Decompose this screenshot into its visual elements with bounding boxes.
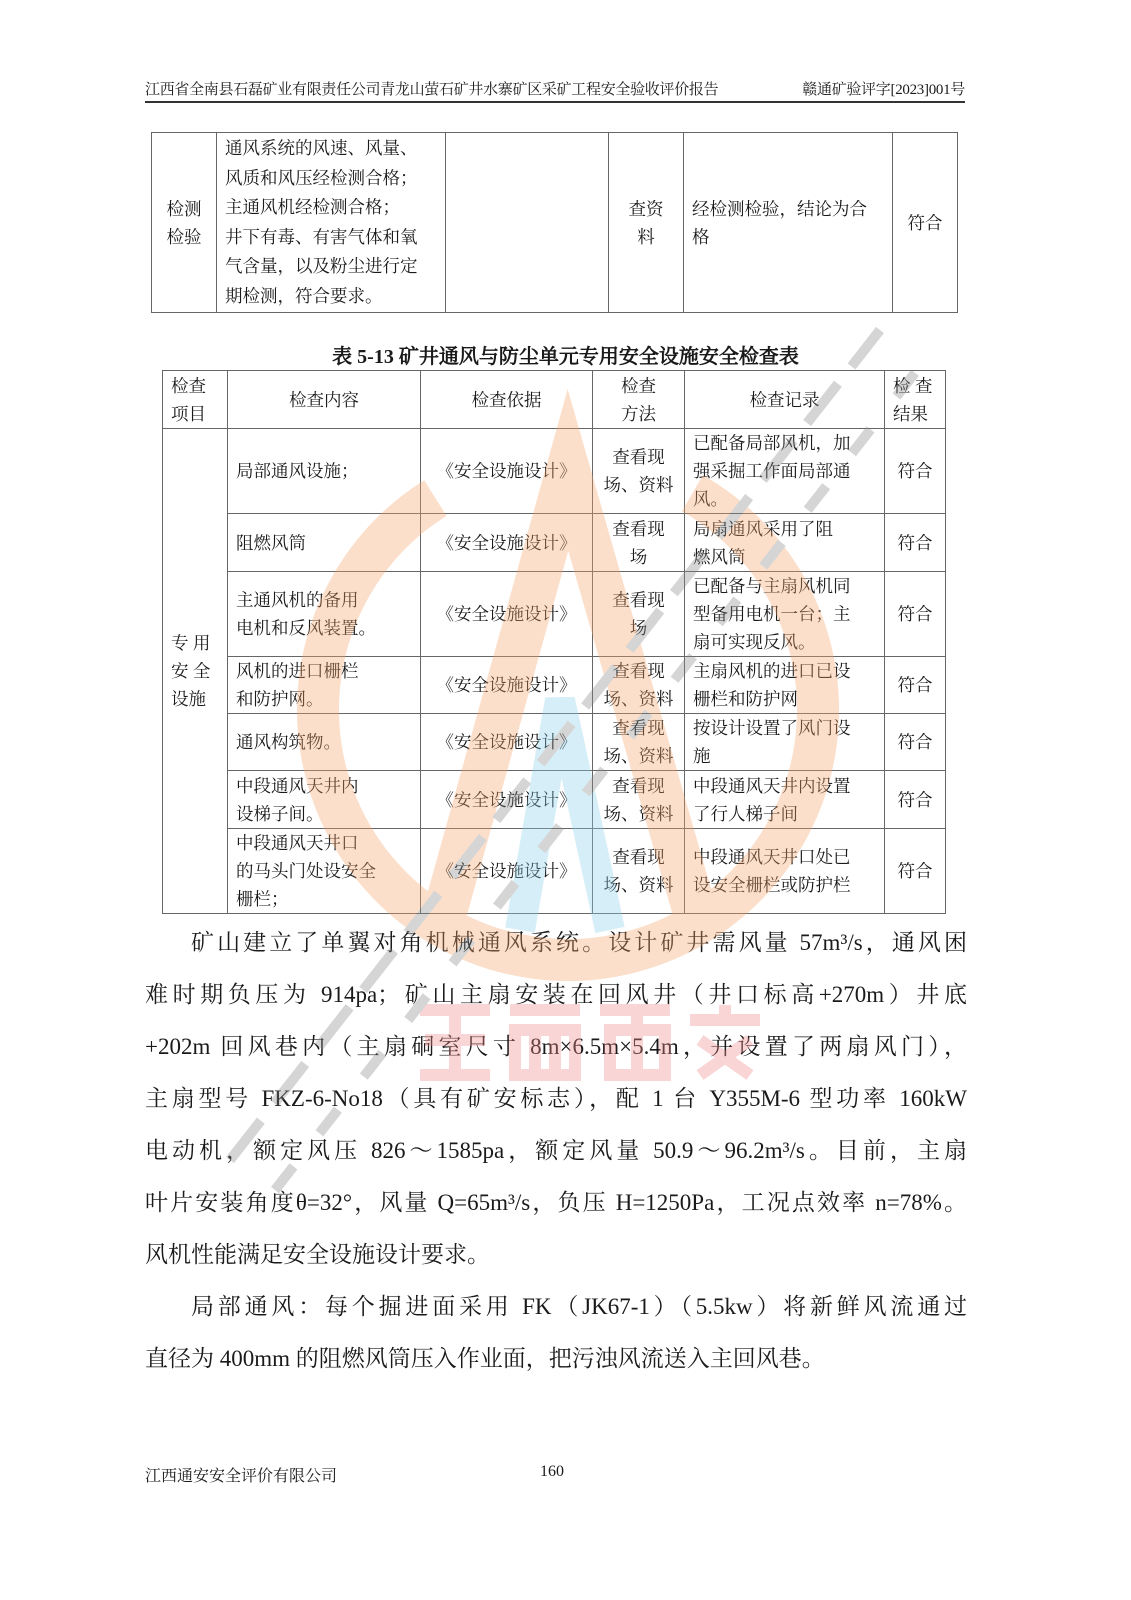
footer-company: 江西通安安全评价有限公司 [145,1468,338,1485]
cell-basis: 《安全设施设计》 [421,429,593,514]
table-row [163,829,946,914]
cell-basis: 《安全设施设计》 [421,514,593,572]
table-row [163,771,946,829]
cell-record: 经检测检验，结论为合 格 [684,133,893,313]
cell-result: 符合 [893,133,958,313]
header-content: 检查内容 [228,371,421,429]
cell-record: 已配备与主扇风机同 型备用电机一台；主 扇可实现反风。 [685,572,885,657]
paragraph-main-fan [145,917,967,1281]
report-title: 江西省全南县石磊矿业有限责任公司青龙山萤石矿井水寨矿区采矿工程安全验收评价报告 [145,82,719,98]
cell-record: 局扇通风采用了阻 燃风筒 [685,514,885,572]
cell-result: 符合 [885,429,946,514]
cell-basis: 《安全设施设计》 [421,771,593,829]
table-row [163,429,946,514]
header-method: 检查 方法 [593,371,685,429]
table-row [163,657,946,714]
text-line: 叶片安装角度θ=32°，风量 Q=65m³/s，负压 H=1250Pa，工况点效率 n=78%。 [145,1190,967,1215]
text-line: 局部通风：每个掘进面采用 FK（JK67-1）（5.5kw）将新鲜风流通过 [191,1294,967,1319]
cell-content: 风机的进口栅栏 和防护网。 [228,657,421,714]
text-line: 矿山建立了单翼对角机械通风系统。设计矿井需风量 57m³/s，通风困 [191,930,967,955]
text-line: 直径为 400mm 的阻燃风筒压入作业面，把污浊风流送入主回风巷。 [145,1346,825,1371]
table-header-row [163,371,946,429]
cell-record: 中段通风天井口处已 设安全栅栏或防护栏 [685,829,885,914]
previous-table-continuation [151,132,958,313]
cell-content: 局部通风设施； [228,429,421,514]
cell-result: 符合 [885,657,946,714]
cell-result: 符合 [885,771,946,829]
table-row [163,514,946,572]
header-result: 检 查 结果 [885,371,946,429]
cell-method: 查看现 场、资料 [593,657,685,714]
table-row [163,714,946,771]
text-line: 主扇型号 FKZ-6-No18（具有矿安标志），配 1 台 Y355M-6 型功率 160kW [145,1086,967,1111]
cell-basis: 《安全设施设计》 [421,572,593,657]
header-basis: 检查依据 [421,371,593,429]
text-line: 电动机，额定风压 826～1585pa，额定风量 50.9～96.2m³/s。目前，主扇 [145,1138,967,1163]
cell-method: 查看现 场、资料 [593,429,685,514]
table-row [152,133,958,313]
cell-content: 主通风机的备用 电机和反风装置。 [228,572,421,657]
cell-method: 查看现 场、资料 [593,771,685,829]
cell-record: 主扇风机的进口已设 栅栏和防护网 [685,657,885,714]
text-line: 风机性能满足安全设施设计要求。 [145,1242,490,1267]
cell-record: 中段通风天井内设置 了行人梯子间 [685,771,885,829]
cell-result: 符合 [885,714,946,771]
header-divider [145,101,965,103]
header-record: 检查记录 [685,371,885,429]
cell-content: 中段通风天井内 设梯子间。 [228,771,421,829]
cell-basis: 《安全设施设计》 [421,829,593,914]
table-caption: 表 5-13 矿井通风与防尘单元专用安全设施安全检查表 [332,346,799,368]
cell-record: 已配备局部风机，加 强采掘工作面局部通 风。 [685,429,885,514]
page-number: 160 [540,1463,564,1480]
cell-result: 符合 [885,514,946,572]
report-number: 赣通矿验评字[2023]001号 [802,82,965,98]
cell-result: 符合 [885,829,946,914]
cell-method: 查看现 场 [593,572,685,657]
cell-content: 通风系统的风速、风量、 风质和风压经检测合格； 主通风机经检测合格； 井下有毒、有害气体和氧 气含量，以及粉尘进行定 期检测，符合要求。 [217,133,446,313]
cell-record: 按设计设置了风门设 施 [685,714,885,771]
paragraph-local-ventilation [145,1281,967,1385]
cell-item: 检测 检验 [152,133,217,313]
text-line: 难时期负压为 914pa；矿山主扇安装在回风井（井口标高+270m）井底 [145,982,967,1007]
safety-check-table [162,370,946,914]
cell-result: 符合 [885,572,946,657]
cell-basis [446,133,609,313]
cell-method: 查看现 场、资料 [593,714,685,771]
cell-method: 查资 料 [609,133,684,313]
cell-method: 查看现 场、资料 [593,829,685,914]
group-label: 专 用 安 全 设施 [163,429,228,914]
cell-method: 查看现 场 [593,514,685,572]
cell-content: 中段通风天井口 的马头门处设安全 栅栏； [228,829,421,914]
table-row [163,572,946,657]
cell-content: 通风构筑物。 [228,714,421,771]
text-line: +202m 回风巷内（主扇硐室尺寸 8m×6.5m×5.4m，并设置了两扇风门）， [145,1034,967,1059]
cell-basis: 《安全设施设计》 [421,657,593,714]
cell-basis: 《安全设施设计》 [421,714,593,771]
cell-content: 阻燃风筒 [228,514,421,572]
header-item: 检查 项目 [163,371,228,429]
